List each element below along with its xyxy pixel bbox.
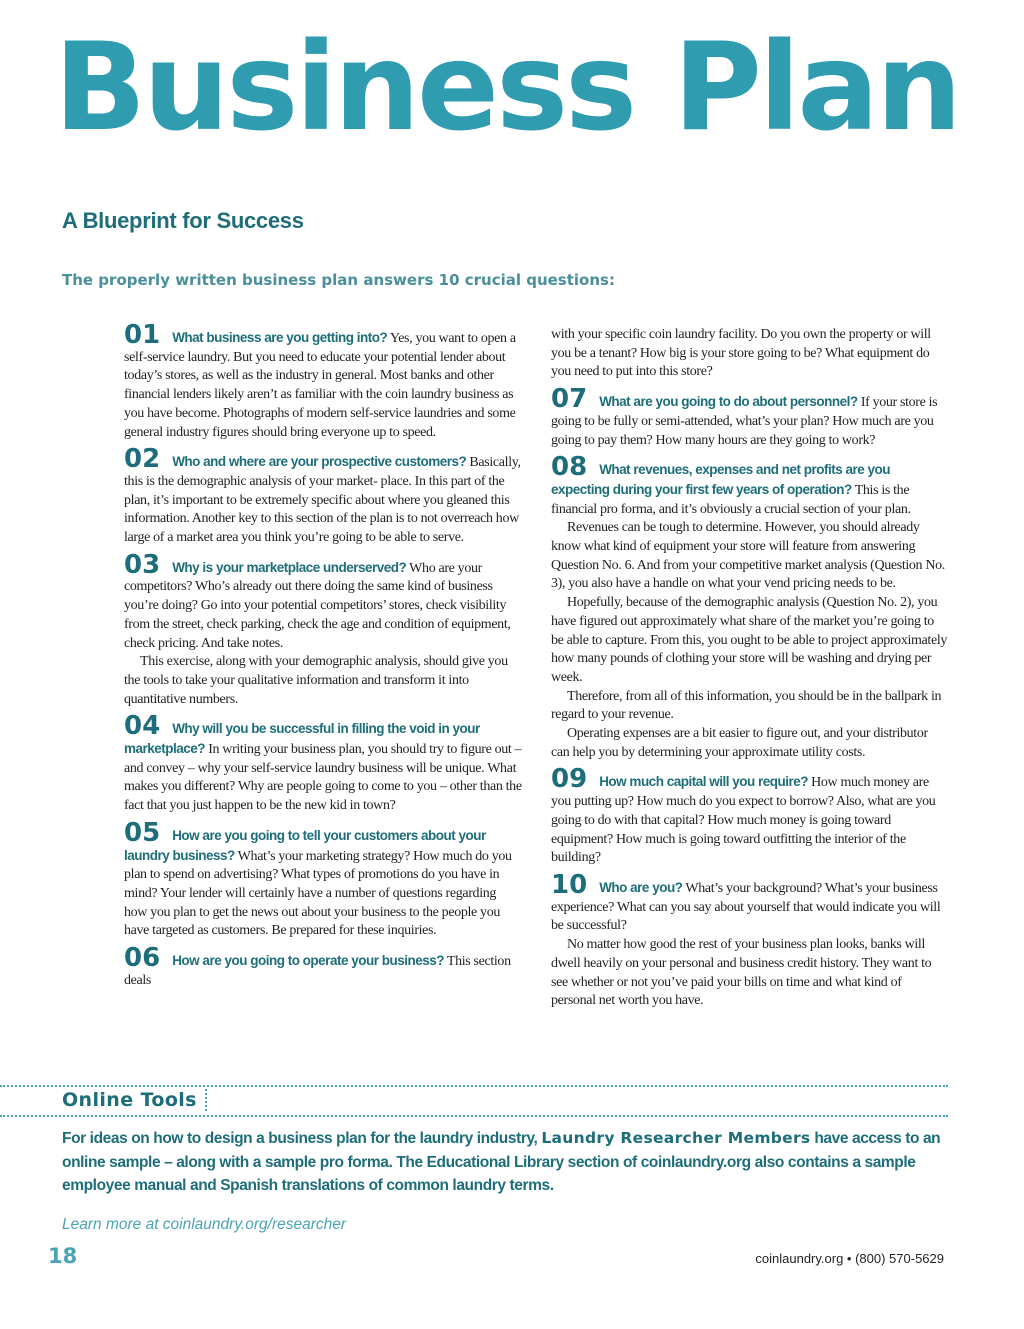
question-number: 02 — [124, 444, 161, 475]
question-number: 01 — [124, 320, 161, 350]
question-text: How much money are you putting up? How much do you expect to borrow? Also, what are you going to do with that capital? How much money is going toward equipment? How much is going toward outfitting the interior of the building? — [551, 775, 936, 866]
question-heading: Why will you be successful in filling the void in your marketplace? — [124, 721, 480, 757]
question-number: 05 — [124, 817, 161, 848]
question-heading: Why is your marketplace underserved? — [172, 559, 407, 575]
question-number: 10 — [551, 869, 588, 900]
dotted-divider-top — [0, 1085, 948, 1087]
question-number: 08 — [551, 452, 588, 483]
question-heading: Who are you? — [599, 879, 683, 895]
online-tools-title: Online Tools — [62, 1089, 207, 1111]
dotted-divider-bottom — [0, 1115, 948, 1117]
question-number: 04 — [124, 711, 161, 742]
question-05 — [124, 817, 522, 941]
question-heading: What revenues, expenses and net profits are you expecting during your first few years of operation? — [551, 462, 891, 497]
question-06 — [124, 943, 522, 990]
question-number: 03 — [124, 549, 161, 580]
question-heading: How much capital will you require? — [599, 774, 808, 790]
question-heading: What are you going to do about personnel? — [599, 394, 858, 410]
intro-text: The properly written business plan answers 10 crucial questions: — [62, 271, 615, 289]
question-heading: Who and where are your prospective customers? — [172, 454, 467, 470]
left-column — [124, 320, 522, 991]
learn-more-link[interactable]: Learn more at coinlaundry.org/researcher — [62, 1216, 347, 1233]
question-paragraph: This exercise, along with your demographic analysis, should give you the tools to take your qualitative information and transform it into quantitative numbers. — [124, 654, 508, 707]
page-subtitle: A Blueprint for Success — [62, 208, 304, 233]
online-tools-text-a: For ideas on how to design a business plan for the laundry industry, — [62, 1130, 542, 1147]
question-paragraph: Therefore, from all of this information, you should be in the ballpark in regard to your revenue. — [551, 688, 942, 723]
question-text: This section deals — [124, 954, 511, 988]
online-tools-text-b: have access to an online sample – along with a sample pro forma. The Educational Library section of coinlaundry.org also contains a sample employee manual and Spanish translations of common laundry terms. — [62, 1130, 941, 1195]
question-text: What’s your background? What’s your business experience? What can you say about yourself that would indicate you will be successful? — [551, 880, 941, 934]
question-01 — [124, 320, 522, 442]
page-title: Business Plan — [54, 17, 960, 158]
footer-contact: coinlaundry.org • (800) 570-5629 — [755, 1251, 944, 1266]
question-heading: What business are you getting into? — [172, 330, 388, 345]
question-02 — [124, 444, 522, 548]
question-text: This is the financial pro forma, and it’s obviously a crucial section of your plan. — [551, 482, 911, 517]
question-07 — [551, 384, 949, 450]
question-text: Yes, you want to open a self-service laundry. But you need to educate your potential lender about today’s stores, as well as the industry in general. Most banks and other financial lenders likely aren’t as familiar with the coin laundry business as you have become. Photographs of modern self-service laundries and some general industry figures should bring everyone up to speed. — [124, 331, 516, 440]
question-09 — [551, 764, 949, 868]
online-tools-emphasis: Laundry Researcher Members — [541, 1129, 811, 1147]
question-text: In writing your business plan, you should try to figure out – and convey – why your self-service laundry business will be unique. What makes you different? Why are people going to come to you – other than the fact that you just happen to be the new kid in town? — [124, 742, 522, 814]
question-text: What’s your marketing strategy? How much do you plan to spend on advertising? What types of promotions do you have in mind? Your lender will certainly have a number of questions regarding how you plan to get the news out about your business to the people you have targeted as customers. Be prepared for these inquiries. — [124, 848, 512, 939]
question-number: 07 — [551, 384, 588, 415]
question-paragraph: No matter how good the rest of your business plan looks, banks will dwell heavily on your personal and business credit history. They want to see whether or not you’ve paid your bills on time and what kind of personal net worth you have. — [551, 937, 932, 1009]
question-text: If your store is going to be fully or semi-attended, what’s your plan? How much are you going to pay them? How many hours are they going to work? — [551, 395, 938, 448]
question-heading: How are you going to operate your business? — [172, 953, 444, 969]
question-08 — [551, 452, 949, 519]
online-tools-text — [62, 1127, 952, 1198]
page-number: 18 — [48, 1244, 78, 1268]
question-heading: How are you going to tell your customers about your laundry business? — [124, 827, 486, 863]
right-column — [551, 326, 949, 1011]
question-03 — [124, 549, 522, 654]
question-number: 09 — [551, 764, 588, 795]
question-paragraph: Operating expenses are a bit easier to figure out, and your distributor can help you by determining your approximate utility costs. — [551, 726, 928, 760]
question-text: Who are your competitors? Who’s already out there doing the same kind of business you’re doing? Go into your potential competitors’ stores, check visibility from the street, check parking, check the age and condition of equipment, check pricing. And take notes. — [124, 560, 511, 651]
question-paragraph: Hopefully, because of the demographic analysis (Question No. 2), you have figured out approximately what share of the market you’re going to be able to capture. From this, you ought to be able to project approximately how many pounds of clothing your store will be washing and drying per week. — [551, 595, 948, 685]
question-04 — [124, 711, 522, 816]
question-number: 06 — [124, 943, 161, 974]
question-text-continued: with your specific coin laundry facility. Do you own the property or will you be a tenant? How big is your store going to be? What equipment do you need to put into this store? — [551, 327, 931, 380]
question-paragraph: Revenues can be tough to determine. However, you should already know what kind of equipment your store will feature from answering Question No. 6. And from your competitive market analysis (Question No. 3), you also have a handle on what your vend pricing needs to be. — [551, 520, 945, 592]
question-text: Basically, this is the demographic analysis of your market- place. In this part of the plan, it’s important to be extremely specific about where you gleaned this information. Another key to this section of the plan is to not overreach how large of a market area you think you’re going to be able to serve. — [124, 455, 521, 546]
question-10 — [551, 869, 949, 936]
